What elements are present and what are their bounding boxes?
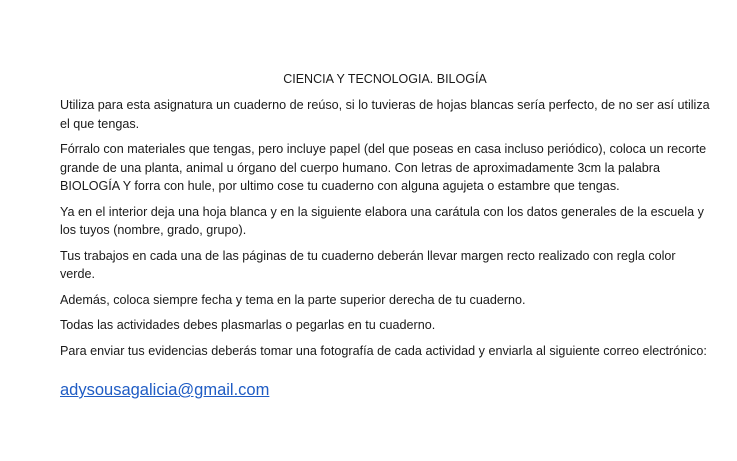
paragraph-margin: Tus trabajos en cada una de las páginas de tu cuaderno deberán llevar margen recto realizado con regla color verde. — [60, 248, 676, 281]
document-body — [60, 70, 710, 400]
email-link[interactable]: adysousagalicia@gmail.com — [60, 381, 270, 399]
paragraph-notebook-intro: Utiliza para esta asignatura un cuaderno de reúso, si lo tuvieras de hojas blancas sería perfecto, de no ser así utiliza el que tengas. — [60, 98, 710, 131]
document-title: CIENCIA Y TECNOLOGIA. BILOGÍA — [283, 72, 487, 86]
paragraph-title-page: Ya en el interior deja una hoja blanca y en la siguiente elabora una carátula con los datos generales de la escuela y los tuyos (nombre, grado, grupo). — [60, 204, 704, 237]
paragraph-cover-instructions: Fórralo con materiales que tengas, pero incluye papel (del que poseas en casa incluso periódico), coloca un recorte grande de una planta, animal u órgano del cuerpo humano. Con letras de aproximadamente 3cm la palabra BIOLOGÍA Y forra con hule, por ultimo cose tu cuaderno con alguna agujeta o estambre que tengas. — [60, 142, 707, 193]
paragraph-date-topic: Además, coloca siempre fecha y tema en la parte superior derecha de tu cuaderno. — [60, 292, 526, 307]
paragraph-send-evidence: Para enviar tus evidencias deberás tomar una fotografía de cada actividad y enviarla al siguiente correo electrónico: — [60, 343, 707, 358]
paragraph-activities: Todas las actividades debes plasmarlas o pegarlas en tu cuaderno. — [60, 318, 436, 332]
